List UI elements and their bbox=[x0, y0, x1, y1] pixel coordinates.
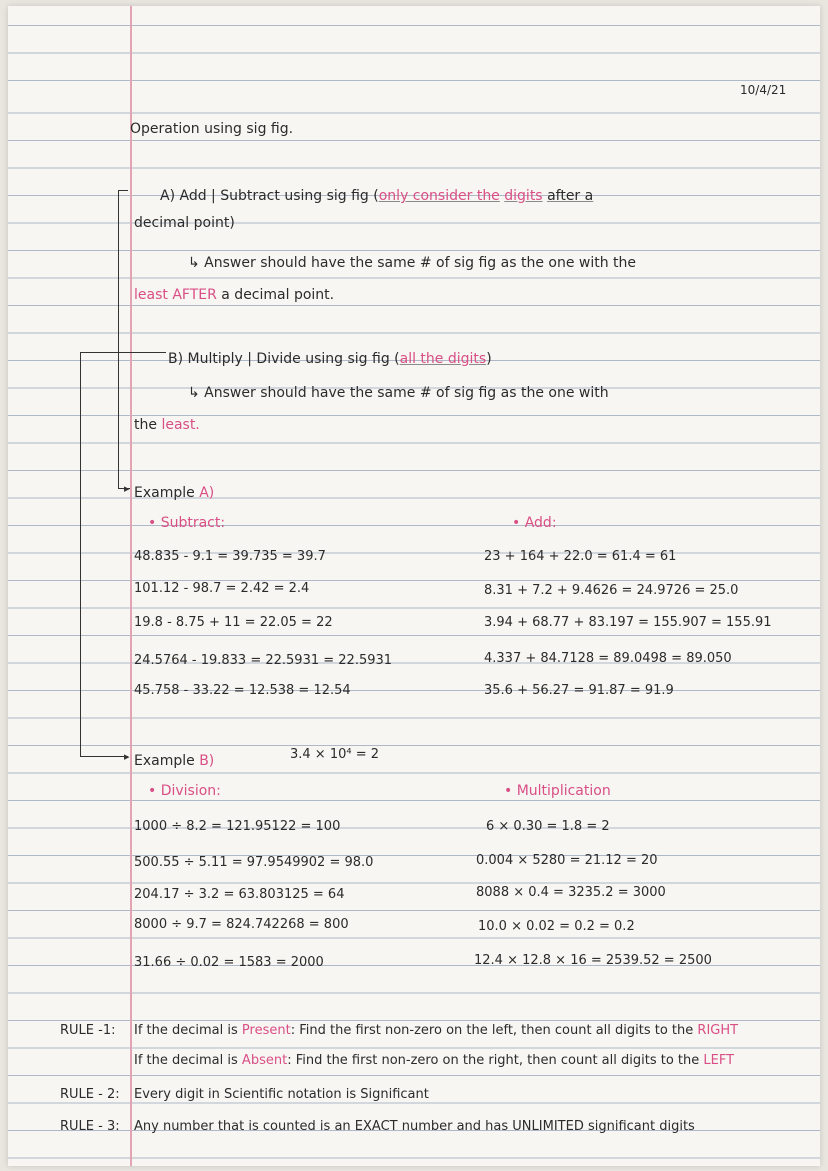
multiplication-row: 8088 × 0.4 = 3235.2 = 3000 bbox=[476, 885, 666, 900]
add-heading: • Add: bbox=[512, 515, 557, 531]
add-row: 3.94 + 68.77 + 83.197 = 155.907 = 155.91 bbox=[484, 615, 772, 630]
section-b-suffix: ) bbox=[486, 351, 492, 367]
bracket-b-vertical bbox=[80, 352, 81, 756]
margin-line bbox=[130, 6, 132, 1166]
section-b-line2-start: the bbox=[134, 417, 157, 433]
rule-1-line-a bbox=[134, 1022, 738, 1040]
subtract-row: 48.835 - 9.1 = 39.735 = 39.7 bbox=[134, 549, 326, 564]
rule-1a-right: RIGHT bbox=[697, 1023, 739, 1038]
page-date: 10/4/21 bbox=[740, 83, 787, 97]
division-row: 8000 ÷ 9.7 = 824.742268 = 800 bbox=[134, 917, 349, 932]
section-b-rule-line2 bbox=[134, 416, 200, 434]
bracket-a-vertical bbox=[118, 190, 119, 488]
rule-2-text: Every digit in Scientific notation is Significant bbox=[134, 1087, 429, 1102]
bracket-b-bottom bbox=[80, 756, 128, 757]
example-b-label bbox=[134, 752, 214, 770]
division-row: 204.17 ÷ 3.2 = 63.803125 = 64 bbox=[134, 887, 345, 902]
add-row: 4.337 + 84.7128 = 89.0498 = 89.050 bbox=[484, 651, 732, 666]
rule-1b-absent: Absent bbox=[241, 1053, 288, 1068]
bracket-a-top bbox=[118, 190, 128, 191]
division-row: 31.66 ÷ 0.02 = 1583 = 2000 bbox=[134, 955, 324, 970]
subtract-row: 24.5764 - 19.833 = 22.5931 = 22.5931 bbox=[134, 653, 393, 668]
section-b-prefix: B) Multiply | Divide using sig fig ( bbox=[168, 351, 400, 367]
section-b-rule: ↳ Answer should have the same # of sig fig as the one with bbox=[188, 385, 609, 401]
section-b-least: least. bbox=[161, 417, 200, 433]
rule-1a-mid: : Find the first non-zero on the left, then count all digits to the bbox=[290, 1023, 694, 1038]
section-a-line2: decimal point) bbox=[134, 215, 235, 231]
rule-1-label: RULE -1: bbox=[60, 1023, 116, 1038]
section-b-all-digits: all the digits bbox=[399, 351, 487, 367]
subtract-heading: • Subtract: bbox=[148, 515, 226, 531]
rule-1-line-b bbox=[134, 1052, 734, 1070]
multiplication-row: 12.4 × 12.8 × 16 = 2539.52 = 2500 bbox=[474, 953, 712, 968]
section-a-rule-end: a decimal point. bbox=[221, 287, 335, 303]
add-row: 8.31 + 7.2 + 9.4626 = 24.9726 = 25.0 bbox=[484, 583, 739, 598]
section-a-rule: ↳ Answer should have the same # of sig fig as the one with the bbox=[188, 255, 637, 271]
section-b-heading bbox=[168, 350, 492, 368]
page-title: Operation using sig fig. bbox=[130, 121, 294, 137]
example-a-prefix: Example bbox=[134, 485, 195, 501]
example-b-letter: B) bbox=[199, 753, 215, 769]
arrow-right-icon: ▸ bbox=[124, 482, 130, 495]
example-a-letter: A) bbox=[199, 485, 215, 501]
rule-1a-start: If the decimal is bbox=[134, 1023, 238, 1038]
section-a-after: after a bbox=[547, 188, 594, 204]
multiplication-row: 0.004 × 5280 = 21.12 = 20 bbox=[476, 853, 658, 868]
division-row: 1000 ÷ 8.2 = 121.95122 = 100 bbox=[134, 819, 341, 834]
subtract-row: 45.758 - 33.22 = 12.538 = 12.54 bbox=[134, 683, 351, 698]
rule-1b-mid: : Find the first non-zero on the right, then count all digits to the bbox=[287, 1053, 700, 1068]
example-b-prefix: Example bbox=[134, 753, 195, 769]
add-row: 35.6 + 56.27 = 91.87 = 91.9 bbox=[484, 683, 674, 698]
rule-3-label: RULE - 3: bbox=[60, 1119, 120, 1134]
bracket-b-top bbox=[80, 352, 166, 353]
subtract-row: 101.12 - 98.7 = 2.42 = 2.4 bbox=[134, 581, 310, 596]
section-a-heading bbox=[160, 187, 593, 205]
notebook-page bbox=[8, 6, 820, 1166]
section-a-prefix: A) Add | Subtract using sig fig ( bbox=[160, 188, 379, 204]
rule-1b-start: If the decimal is bbox=[134, 1053, 238, 1068]
subtract-row: 19.8 - 8.75 + 11 = 22.05 = 22 bbox=[134, 615, 333, 630]
section-a-rule-line2 bbox=[134, 286, 334, 304]
add-row: 23 + 164 + 22.0 = 61.4 = 61 bbox=[484, 549, 677, 564]
multiplication-row: 10.0 × 0.02 = 0.2 = 0.2 bbox=[478, 919, 635, 934]
rule-2-label: RULE - 2: bbox=[60, 1087, 120, 1102]
multiplication-row: 6 × 0.30 = 1.8 = 2 bbox=[486, 819, 610, 834]
sci-notation-note: 3.4 × 10⁴ = 2 bbox=[290, 747, 380, 762]
section-a-digits: digits bbox=[504, 188, 543, 204]
arrow-right-icon: ▸ bbox=[124, 750, 130, 763]
example-a-label bbox=[134, 484, 214, 502]
multiplication-heading: • Multiplication bbox=[504, 783, 611, 799]
section-a-least: least AFTER bbox=[134, 287, 217, 303]
division-row: 500.55 ÷ 5.11 = 97.9549902 = 98.0 bbox=[134, 855, 374, 870]
division-heading: • Division: bbox=[148, 783, 221, 799]
rule-1b-left: LEFT bbox=[703, 1053, 735, 1068]
section-a-only: only consider the bbox=[378, 188, 500, 204]
rule-3-text: Any number that is counted is an EXACT number and has UNLIMITED significant digits bbox=[134, 1119, 695, 1134]
rule-1a-present: Present bbox=[241, 1023, 291, 1038]
